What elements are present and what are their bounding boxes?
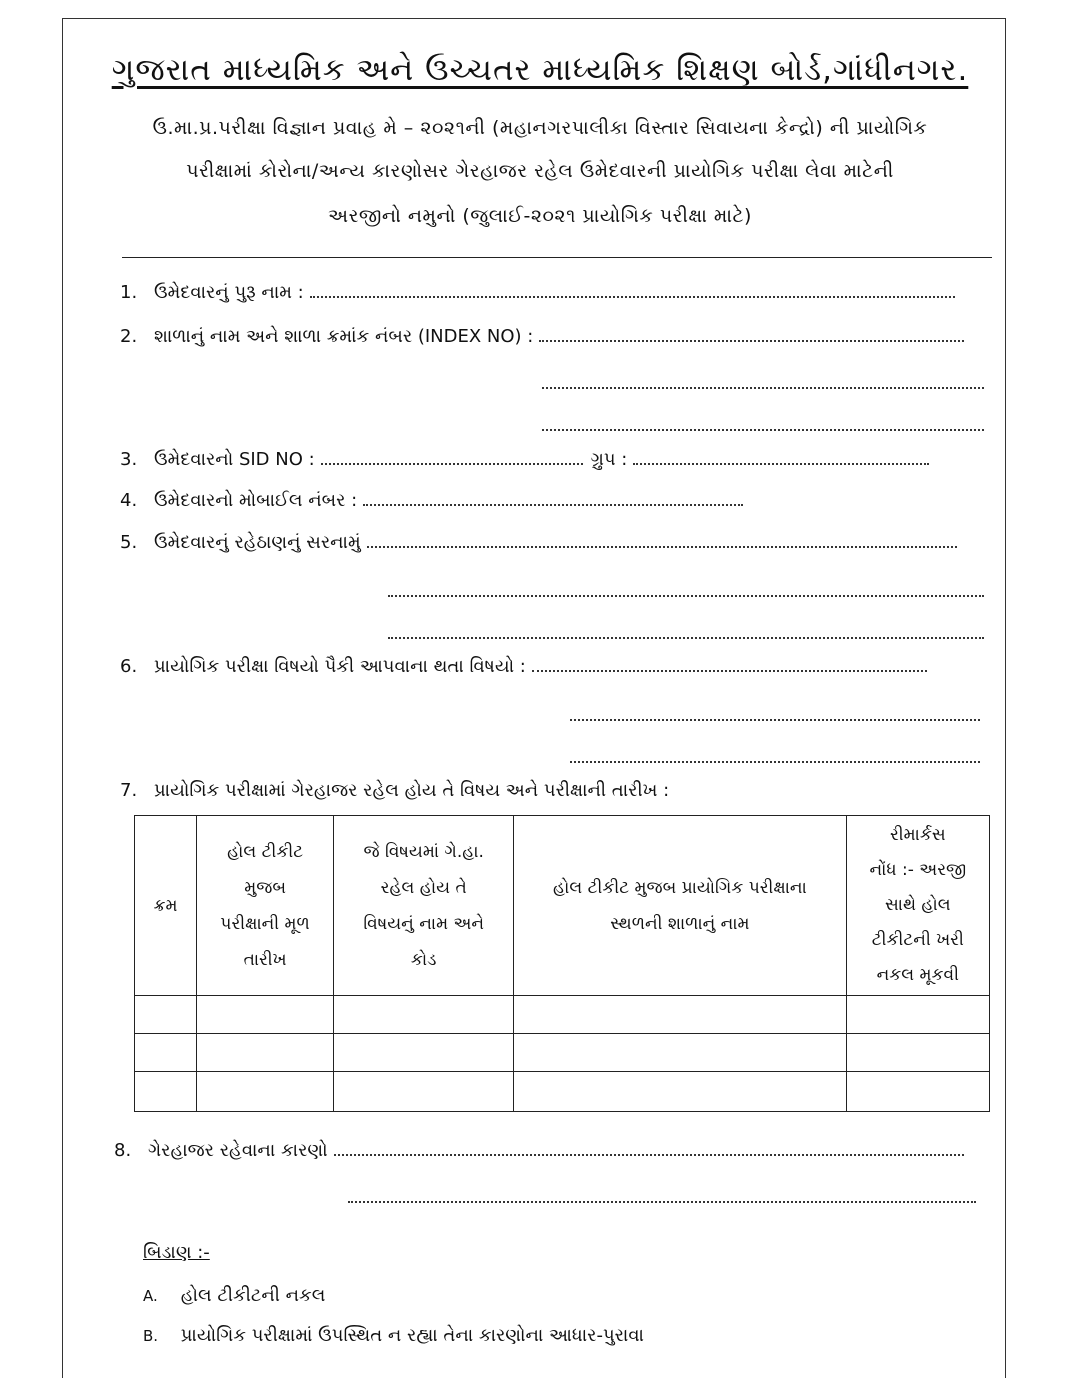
table-cell[interactable] — [514, 996, 846, 1034]
mobile-input[interactable] — [363, 490, 743, 506]
full-name-input[interactable] — [310, 282, 955, 298]
school-name-input-line-3[interactable] — [542, 428, 984, 431]
table-row — [135, 1072, 990, 1112]
table-cell[interactable] — [135, 1034, 197, 1072]
group-input[interactable] — [633, 449, 929, 465]
table-header-row — [135, 816, 990, 996]
field-label: ગેરહાજર રહેવાના કારણો — [148, 1140, 328, 1161]
school-name-input[interactable] — [539, 326, 964, 342]
absence-reasons-input-line-2[interactable] — [348, 1200, 976, 1203]
table-cell[interactable] — [197, 1034, 334, 1072]
col-subject-header: જે વિષયમાં ગે.હા. રહેલ હોય તે વિષયનું નામ અને કોડ — [334, 816, 514, 996]
field-label: ઉમેદવારનું પુરૂ નામ : — [154, 282, 304, 303]
address-input[interactable] — [367, 532, 957, 548]
subtitle-line-1: ઉ.મા.પ્ર.પરીક્ષા વિજ્ઞાન પ્રવાહ મે – ૨૦૨૧ની (મહાનગરપાલીકા વિસ્તાર સિવાયના કેન્દ્રો) ની પ્રાયોગિક — [152, 117, 928, 139]
table-cell[interactable] — [334, 1072, 514, 1112]
subtitle-line-2: પરીક્ષામાં કોરોના/અન્ય કારણોસર ગેરહાજર રહેલ ઉમેદવારની પ્રાયોગિક પરીક્ષા લેવા માટેની — [186, 160, 894, 182]
field-school-name — [120, 326, 964, 347]
col-remarks-header: રીમાર્કસ નોંધ :- અરજી સાથે હોલ ટીકીટની ખરી નકલ મૂકવી — [846, 816, 989, 996]
table-cell[interactable] — [846, 1034, 989, 1072]
field-label: ઉમેદવારનો SID NO : — [154, 449, 315, 470]
field-number: 5. — [120, 532, 138, 553]
absence-reasons-input[interactable] — [334, 1140, 964, 1156]
table-cell[interactable] — [135, 1072, 197, 1112]
address-input-line-2[interactable] — [388, 594, 984, 597]
attachment-item — [143, 1325, 644, 1346]
table-cell[interactable] — [846, 1072, 989, 1112]
subtitle-line-3: અરજીનો નમુનો (જુલાઈ-૨૦૨૧ પ્રાયોગિક પરીક્ષા માટે) — [328, 205, 752, 227]
field-label: ઉમેદવારનો મોબાઈલ નંબર : — [154, 490, 358, 511]
field-subjects — [120, 656, 927, 677]
absent-subjects-table — [134, 815, 990, 1112]
table-cell[interactable] — [135, 996, 197, 1034]
attachment-text: પ્રાયોગિક પરીક્ષામાં ઉપસ્થિત ન રહ્યા તેના કારણોના આધાર-પુરાવા — [180, 1325, 644, 1346]
table-cell[interactable] — [514, 1034, 846, 1072]
field-number: 6. — [120, 656, 138, 677]
field-sid-no — [120, 449, 929, 470]
col-serial-header: ક્રમ — [135, 816, 197, 996]
school-name-input-line-2[interactable] — [542, 386, 984, 389]
field-label: ઉમેદવારનું રહેઠાણનું સરનામું — [154, 532, 361, 553]
field-absence-reasons — [114, 1140, 964, 1161]
field-number: 3. — [120, 449, 138, 470]
field-mobile — [120, 490, 743, 511]
sid-no-input[interactable] — [321, 449, 583, 465]
subjects-input[interactable] — [532, 656, 927, 672]
field-label: શાળાનું નામ અને શાળા ક્રમાંક નંબર (INDEX NO) : — [154, 326, 534, 347]
table-row — [135, 1034, 990, 1072]
table-cell[interactable] — [334, 996, 514, 1034]
field-label: પ્રાયોગિક પરીક્ષામાં ગેરહાજર રહેલ હોય તે વિષય અને પરીક્ષાની તારીખ : — [154, 780, 670, 801]
field-number: 8. — [114, 1140, 132, 1161]
subjects-input-line-3[interactable] — [570, 760, 980, 763]
subjects-input-line-2[interactable] — [570, 718, 980, 721]
board-title: ગુજરાત માધ્યમિક અને ઉચ્ચતર માધ્યમિક શિક્ષણ બોર્ડ,ગાંધીનગર. — [111, 52, 969, 88]
attachment-letter: A. — [143, 1287, 158, 1305]
attachment-item — [143, 1285, 325, 1306]
field-number: 4. — [120, 490, 138, 511]
attachment-letter: B. — [143, 1327, 159, 1345]
field-absent-subjects — [120, 780, 669, 801]
table-cell[interactable] — [197, 996, 334, 1034]
attachment-text: હોલ ટીકીટની નકલ — [180, 1285, 326, 1306]
attachments-title: બિડાણ :- — [143, 1242, 210, 1263]
header-divider — [122, 257, 992, 258]
field-full-name — [120, 282, 955, 303]
field-address — [120, 532, 957, 553]
field-number: 7. — [120, 780, 138, 801]
table-row — [135, 996, 990, 1034]
table-cell[interactable] — [514, 1072, 846, 1112]
field-number: 2. — [120, 326, 138, 347]
group-label: ગ્રુપ : — [590, 449, 628, 470]
col-exam-date-header: હોલ ટીકીટ મુજબ પરીક્ષાની મૂળ તારીખ — [197, 816, 334, 996]
table-cell[interactable] — [197, 1072, 334, 1112]
field-number: 1. — [120, 282, 138, 303]
field-label: પ્રાયોગિક પરીક્ષા વિષયો પૈકી આપવાના થતા વિષયો : — [154, 656, 526, 677]
table-cell[interactable] — [846, 996, 989, 1034]
table-cell[interactable] — [334, 1034, 514, 1072]
col-school-header: હોલ ટીકીટ મુજબ પ્રાયોગિક પરીક્ષાના સ્થળની શાળાનું નામ — [514, 816, 846, 996]
address-input-line-3[interactable] — [388, 636, 984, 639]
